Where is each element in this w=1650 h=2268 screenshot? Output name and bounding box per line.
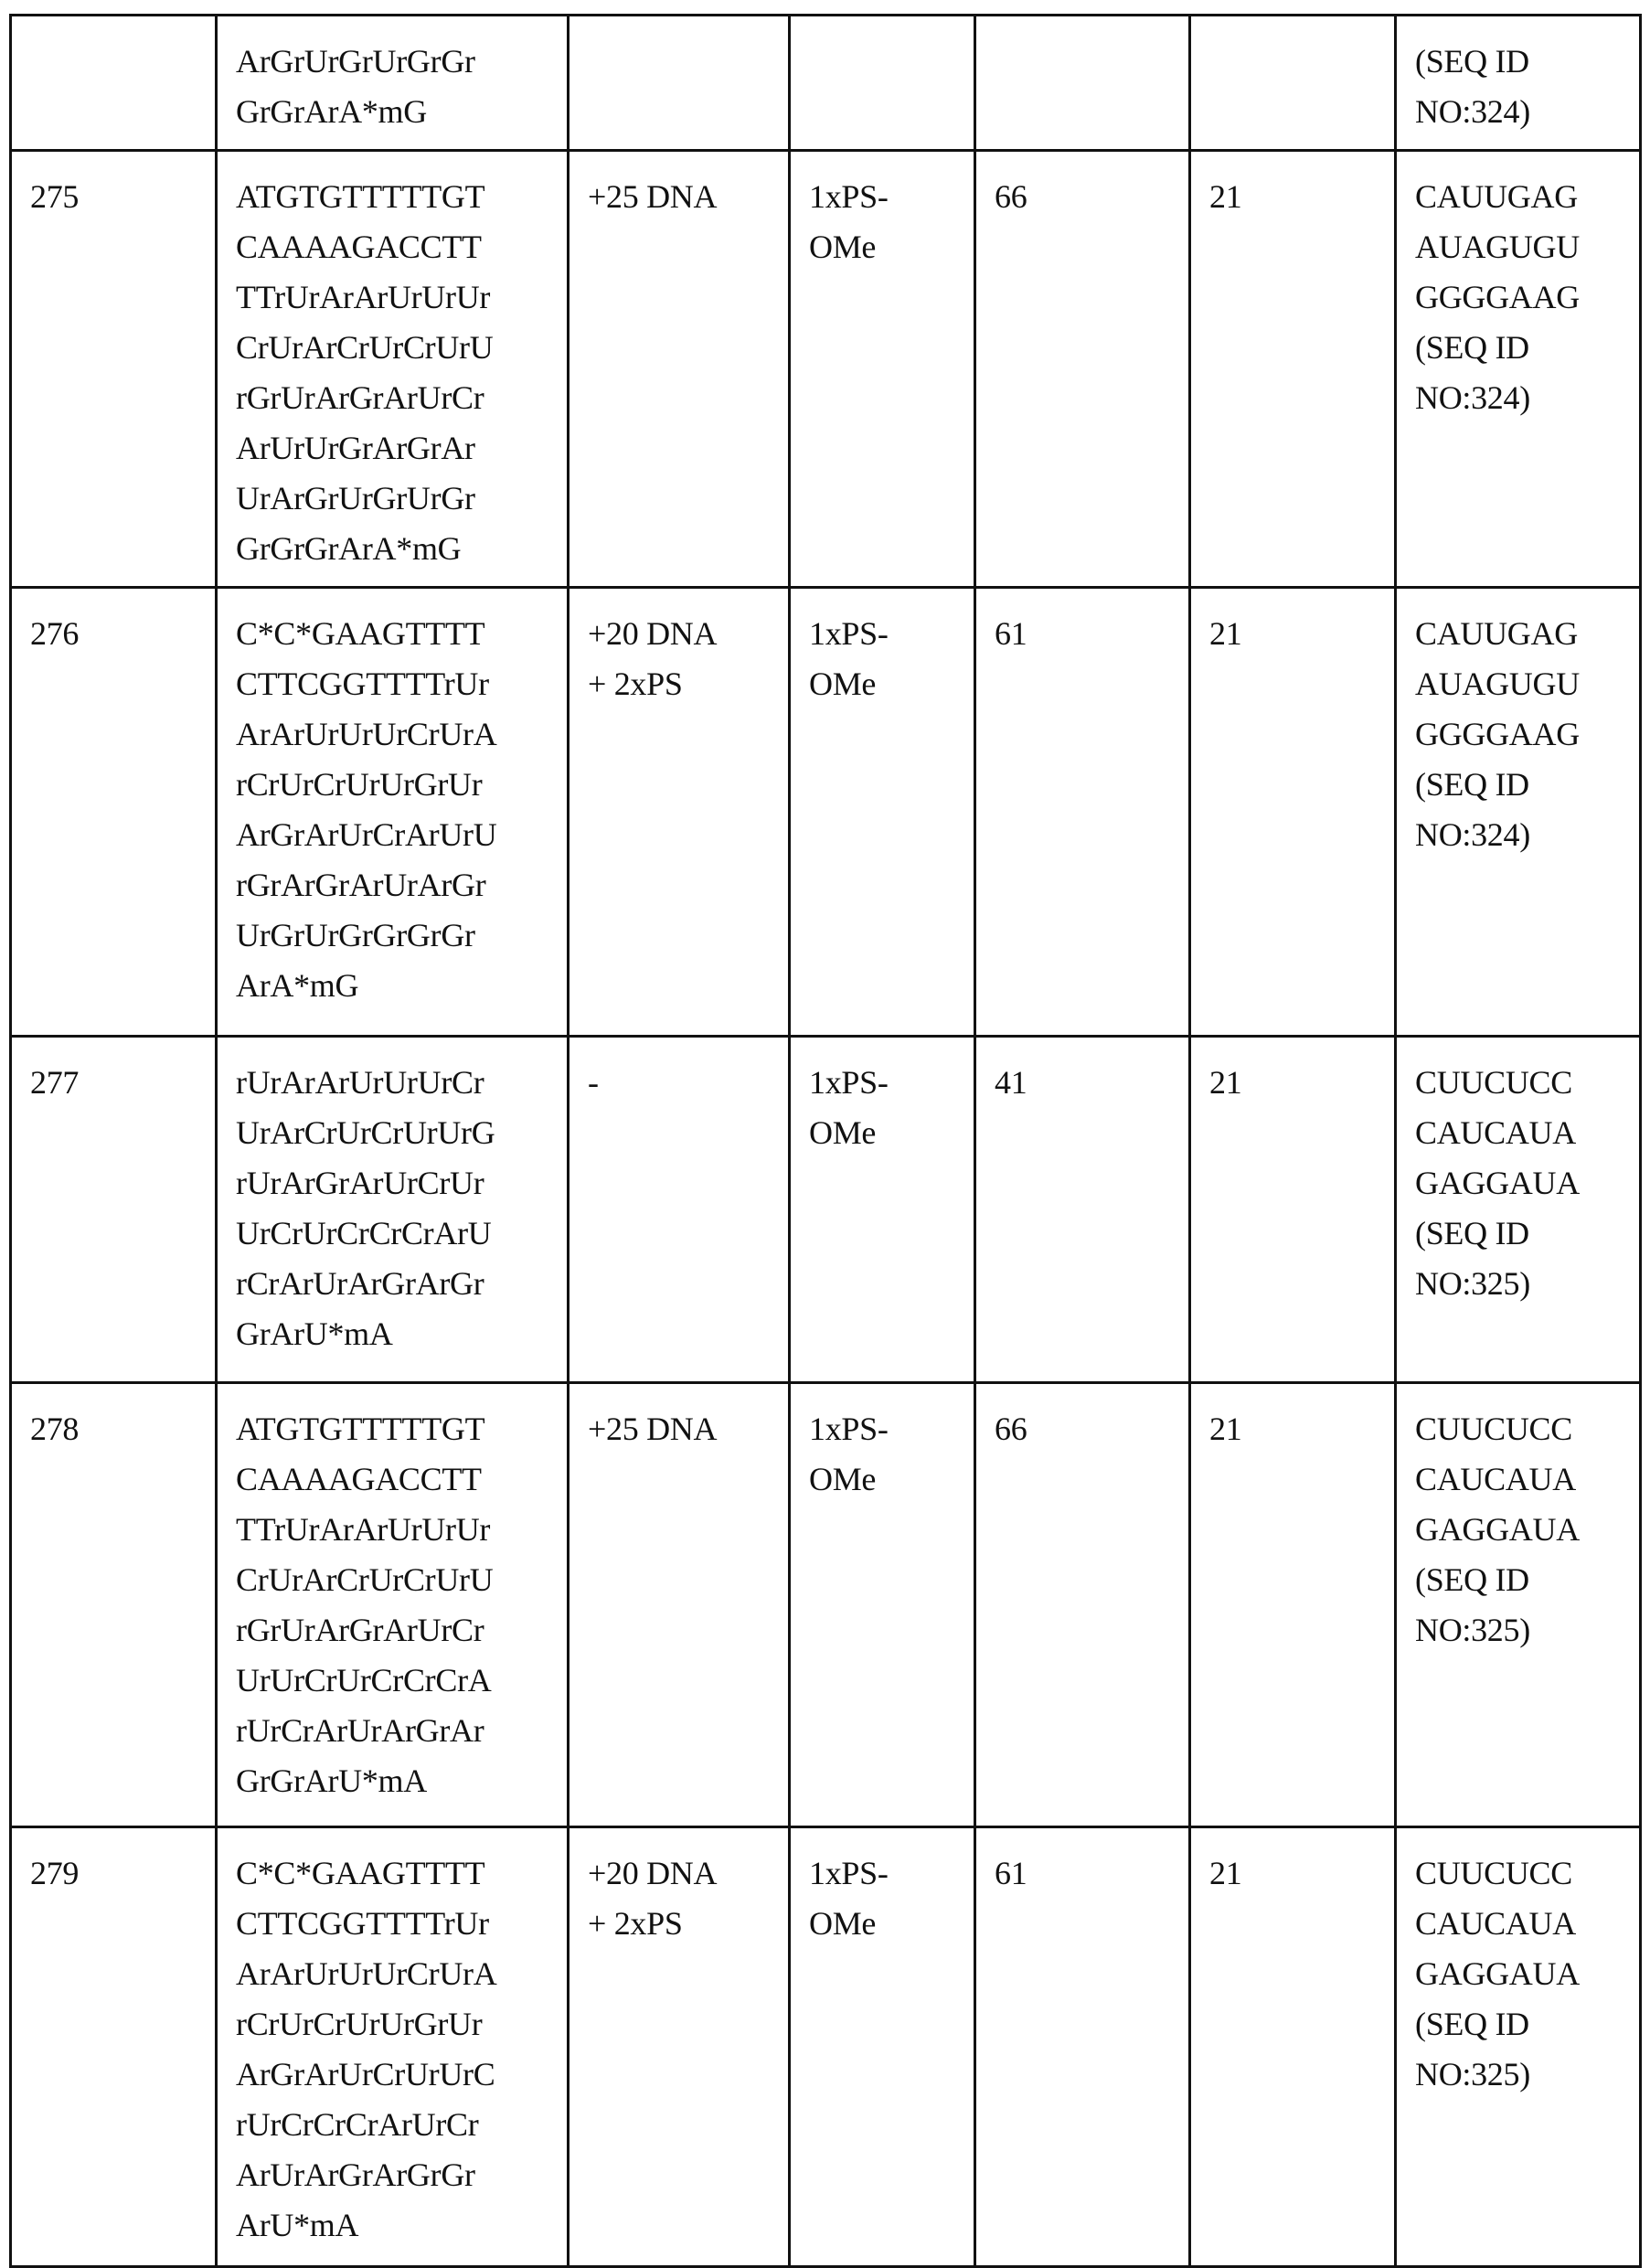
sequence-line: CTTCGGTTTTrUr [236, 1905, 489, 1942]
sequence-line: rUrArArUrUrUrCr [236, 1064, 484, 1101]
sequence-line: UrCrUrCrCrCrArU [236, 1215, 492, 1251]
cell-modification: +25 DNA [569, 151, 790, 588]
cell-guide-length: 21 [1190, 151, 1396, 588]
sequence-line: CrUrArCrUrCrUrU [236, 329, 494, 366]
sequence-line: rGrArGrArUrArGr [236, 867, 486, 903]
sequence-line: ArU*mA [236, 2207, 359, 2243]
cell-target [1396, 1827, 1641, 2267]
cell-sequence [217, 151, 569, 588]
target-line: (SEQ ID [1415, 2006, 1529, 2042]
sequence-line: UrArGrUrGrUrGr [236, 480, 475, 516]
cell-length: 41 [975, 1037, 1190, 1383]
cell-target [1396, 588, 1641, 1037]
target-line: (SEQ ID [1415, 1215, 1529, 1251]
sequence-line: rUrArGrArUrCrUr [236, 1165, 484, 1201]
sequence-line: UrUrCrUrCrCrCrA [236, 1662, 492, 1698]
cell-end-modification: 1xPS- OMe [790, 1037, 975, 1383]
target-line: NO:324) [1415, 379, 1530, 416]
cell-guide-length: 21 [1190, 588, 1396, 1037]
cell-sequence [217, 16, 569, 151]
cell-target [1396, 16, 1641, 151]
sequence-line: C*C*GAAGTTTT [236, 1855, 485, 1891]
sequence-line: TTrUrArArUrUrUr [236, 279, 491, 315]
sequence-line: GrGrGrArA*mG [236, 530, 462, 567]
cell-end-modification: 1xPS- OMe [790, 151, 975, 588]
sequence-line: CAAAAGACCTT [236, 1461, 482, 1497]
target-line: NO:324) [1415, 816, 1530, 853]
sequence-line: ArArUrUrUrCrUrA [236, 716, 497, 752]
cell-id: 276 [11, 588, 217, 1037]
sequence-line: UrArCrUrCrUrUrG [236, 1114, 495, 1151]
cell-guide-length [1190, 16, 1396, 151]
cell-end-modification [790, 16, 975, 151]
cell-end-modification: 1xPS- OMe [790, 1827, 975, 2267]
cell-sequence [217, 1383, 569, 1827]
sequence-line: C*C*GAAGTTTT [236, 615, 485, 652]
target-line: (SEQ ID [1415, 766, 1529, 803]
sequence-line: GrGrArA*mG [236, 93, 427, 130]
sequence-line: CrUrArCrUrCrUrU [236, 1561, 494, 1598]
cell-modification: +20 DNA + 2xPS [569, 1827, 790, 2267]
cell-id [11, 16, 217, 151]
sequence-table [9, 14, 1642, 2268]
target-line: CUUCUCC [1415, 1064, 1572, 1101]
cell-guide-length: 21 [1190, 1827, 1396, 2267]
sequence-line: ArUrUrGrArGrAr [236, 430, 475, 466]
target-line: CUUCUCC [1415, 1855, 1572, 1891]
target-line: CAUCAUA [1415, 1461, 1576, 1497]
target-line: CUUCUCC [1415, 1411, 1572, 1447]
cell-modification: - [569, 1037, 790, 1383]
target-line: NO:325) [1415, 2056, 1530, 2092]
cell-target [1396, 1383, 1641, 1827]
target-line: GAGGAUA [1415, 1511, 1580, 1548]
sequence-line: rUrCrCrCrArUrCr [236, 2106, 479, 2143]
table-row-277 [11, 1037, 1641, 1383]
cell-id: 277 [11, 1037, 217, 1383]
sequence-line: ATGTGTTTTTGT [236, 1411, 485, 1447]
cell-target [1396, 1037, 1641, 1383]
cell-modification [569, 16, 790, 151]
target-line: NO:325) [1415, 1612, 1530, 1648]
target-line: CAUUGAG [1415, 178, 1578, 215]
cell-guide-length: 21 [1190, 1037, 1396, 1383]
cell-target [1396, 151, 1641, 588]
sequence-line: rCrArUrArGrArGr [236, 1265, 484, 1302]
cell-end-modification: 1xPS- OMe [790, 1383, 975, 1827]
sequence-line: ArUrArGrArGrGr [236, 2156, 475, 2193]
target-line: GAGGAUA [1415, 1955, 1580, 1992]
cell-end-modification: 1xPS- OMe [790, 588, 975, 1037]
sequence-line: GrArU*mA [236, 1315, 393, 1352]
table-row-continuation [11, 16, 1641, 151]
table-row-275 [11, 151, 1641, 588]
target-line: AUAGUGU [1415, 229, 1580, 265]
table-row-276 [11, 588, 1641, 1037]
cell-sequence [217, 588, 569, 1037]
cell-id: 275 [11, 151, 217, 588]
target-line: AUAGUGU [1415, 665, 1580, 702]
target-line: (SEQ ID [1415, 43, 1529, 80]
cell-length: 66 [975, 151, 1190, 588]
sequence-line: GrGrArU*mA [236, 1762, 427, 1799]
cell-guide-length: 21 [1190, 1383, 1396, 1827]
sequence-line: rGrUrArGrArUrCr [236, 379, 484, 416]
cell-length: 66 [975, 1383, 1190, 1827]
cell-modification: +25 DNA [569, 1383, 790, 1827]
sequence-line: rCrUrCrUrUrGrUr [236, 2006, 483, 2042]
cell-length: 61 [975, 588, 1190, 1037]
cell-modification: +20 DNA + 2xPS [569, 588, 790, 1037]
target-line: GGGGAAG [1415, 716, 1580, 752]
cell-sequence [217, 1037, 569, 1383]
sequence-line: CTTCGGTTTTrUr [236, 665, 489, 702]
sequence-line: ArGrArUrCrArUrU [236, 816, 497, 853]
target-line: GGGGAAG [1415, 279, 1580, 315]
cell-id: 279 [11, 1827, 217, 2267]
sequence-line: TTrUrArArUrUrUr [236, 1511, 491, 1548]
sequence-line: ATGTGTTTTTGT [236, 178, 485, 215]
sequence-line: UrGrUrGrGrGrGr [236, 917, 475, 953]
target-line: CAUCAUA [1415, 1905, 1576, 1942]
sequence-line: ArGrArUrCrUrUrC [236, 2056, 495, 2092]
target-line: NO:324) [1415, 93, 1530, 130]
sequence-line: rCrUrCrUrUrGrUr [236, 766, 483, 803]
cell-sequence [217, 1827, 569, 2267]
table-row-278 [11, 1383, 1641, 1827]
sequence-line: CAAAAGACCTT [236, 229, 482, 265]
target-line: NO:325) [1415, 1265, 1530, 1302]
target-line: GAGGAUA [1415, 1165, 1580, 1201]
target-line: CAUCAUA [1415, 1114, 1576, 1151]
sequence-line: rGrUrArGrArUrCr [236, 1612, 484, 1648]
sequence-line: ArA*mG [236, 967, 359, 1004]
sequence-line: ArArUrUrUrCrUrA [236, 1955, 497, 1992]
sequence-line: ArGrUrGrUrGrGr [236, 43, 475, 80]
sequence-line: rUrCrArUrArGrAr [236, 1712, 484, 1749]
table-row-279 [11, 1827, 1641, 2267]
target-line: (SEQ ID [1415, 1561, 1529, 1598]
cell-length [975, 16, 1190, 151]
cell-length: 61 [975, 1827, 1190, 2267]
cell-id: 278 [11, 1383, 217, 1827]
target-line: CAUUGAG [1415, 615, 1578, 652]
target-line: (SEQ ID [1415, 329, 1529, 366]
